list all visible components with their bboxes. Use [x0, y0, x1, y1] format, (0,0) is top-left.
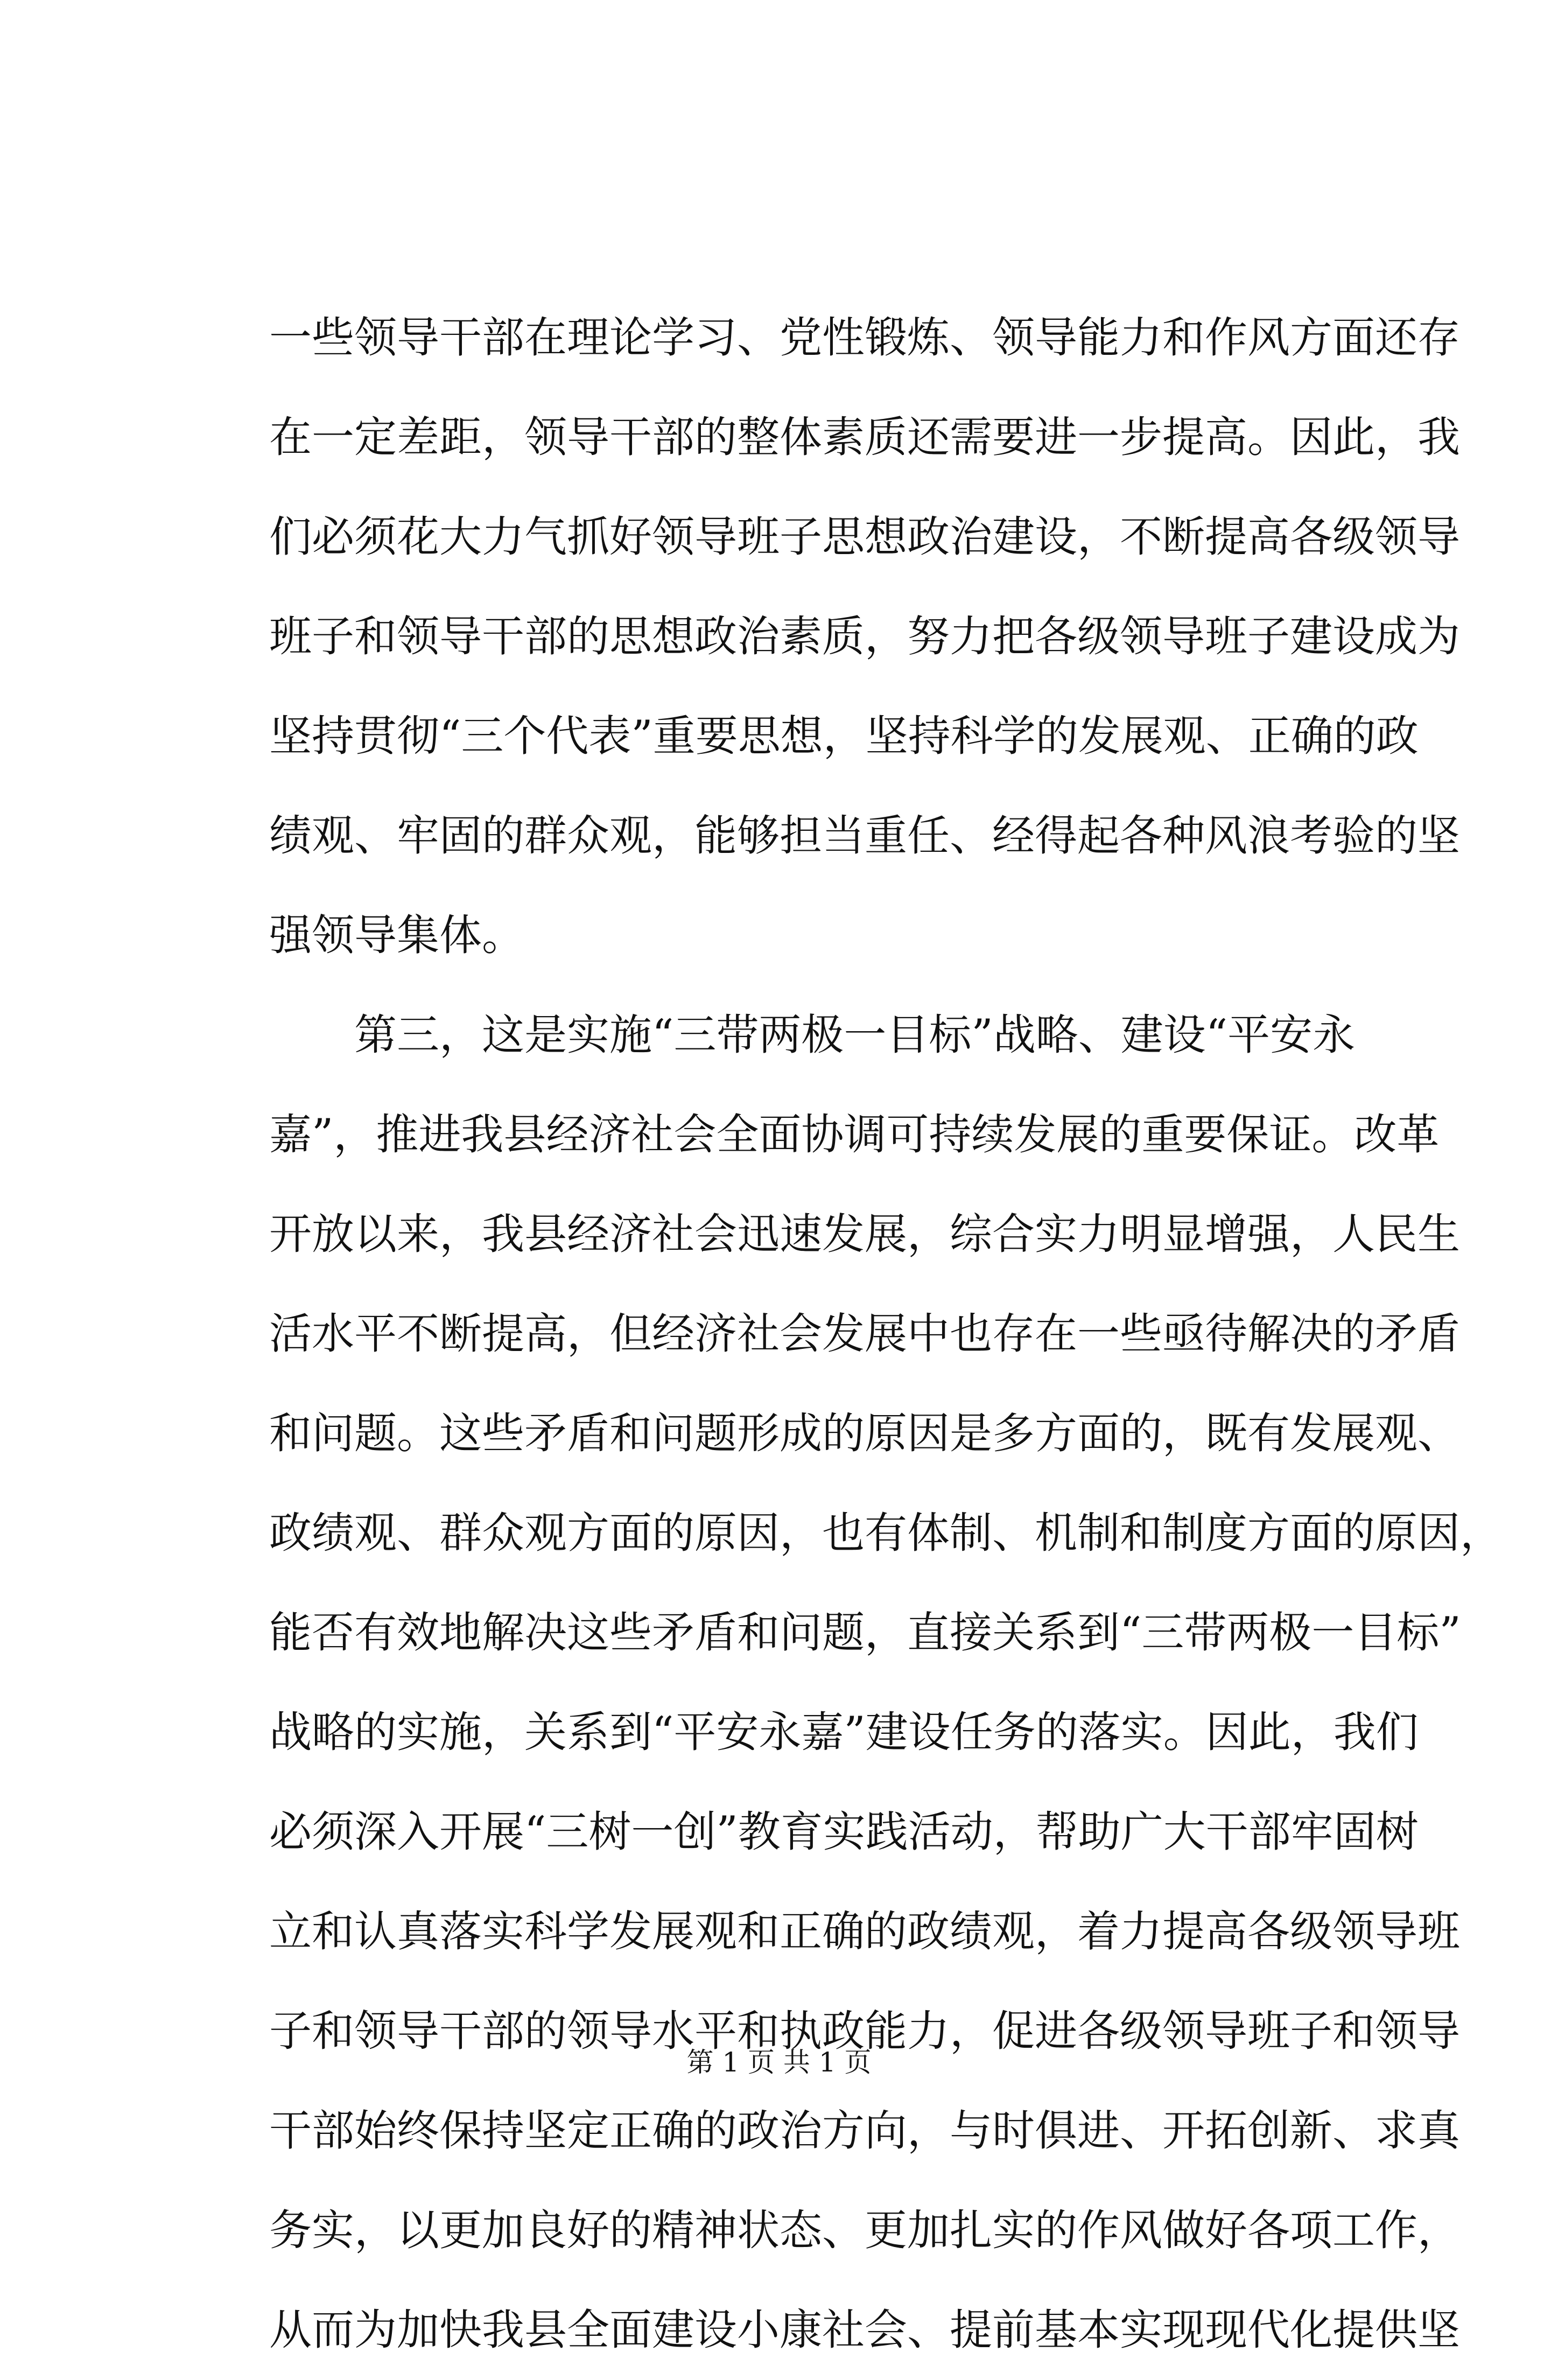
- text-line: 嘉”，推进我县经济社会全面协调可持续发展的重要保证。改革: [269, 1110, 1440, 1159]
- text-line: 们必须花大力气抓好领导班子思想政治建设，不断提高各级领导: [269, 512, 1460, 562]
- text-line: 绩观、牢固的群众观，能够担当重任、经得起各种风浪考验的坚: [269, 811, 1460, 860]
- text-line: 从而为加快我县全面建设小康社会、提前基本实现现代化提供坚: [269, 2305, 1460, 2355]
- text-line: 开放以来，我县经济社会迅速发展，综合实力明显增强，人民生: [269, 1209, 1460, 1259]
- text-line: 坚持贯彻“三个代表”重要思想，坚持科学的发展观、正确的政: [269, 711, 1419, 761]
- text-line: 务实，以更加良好的精神状态、更加扎实的作风做好各项工作，: [269, 2206, 1460, 2255]
- text-line: 和问题。这些矛盾和问题形成的原因是多方面的，既有发展观、: [269, 1409, 1460, 1458]
- text-line: 战略的实施，关系到“平安永嘉”建设任务的落实。因此，我们: [269, 1707, 1419, 1757]
- page-footer: 第 1 页 共 1 页: [686, 2047, 872, 2078]
- text-line: 一些领导干部在理论学习、党性锻炼、领导能力和作风方面还存: [269, 313, 1460, 362]
- paragraph-start-line: 第三，这是实施“三带两极一目标”战略、建设“平安永: [269, 1010, 1356, 1060]
- text-line: 子和领导干部的领导水平和执政能力，促进各级领导班子和领导: [269, 2006, 1460, 2056]
- text-line: 政绩观、群众观方面的原因，也有体制、机制和制度方面的原因，: [269, 1508, 1503, 1558]
- text-line: 在一定差距，领导干部的整体素质还需要进一步提高。因此，我: [269, 412, 1460, 462]
- text-line: 活水平不断提高，但经济社会发展中也存在一些亟待解决的矛盾: [269, 1309, 1460, 1359]
- text-line: 能否有效地解决这些矛盾和问题，直接关系到“三带两极一目标”: [269, 1608, 1461, 1657]
- text-line: 班子和领导干部的思想政治素质，努力把各级领导班子建设成为: [269, 612, 1460, 661]
- text-line: 立和认真落实科学发展观和正确的政绩观，着力提高各级领导班: [269, 1907, 1460, 1956]
- text-line: 强领导集体。: [269, 911, 524, 960]
- text-line: 干部始终保持坚定正确的政治方向，与时俱进、开拓创新、求真: [269, 2106, 1460, 2155]
- text-line: 必须深入开展“三树一创”教育实践活动，帮助广大干部牢固树: [269, 1807, 1419, 1857]
